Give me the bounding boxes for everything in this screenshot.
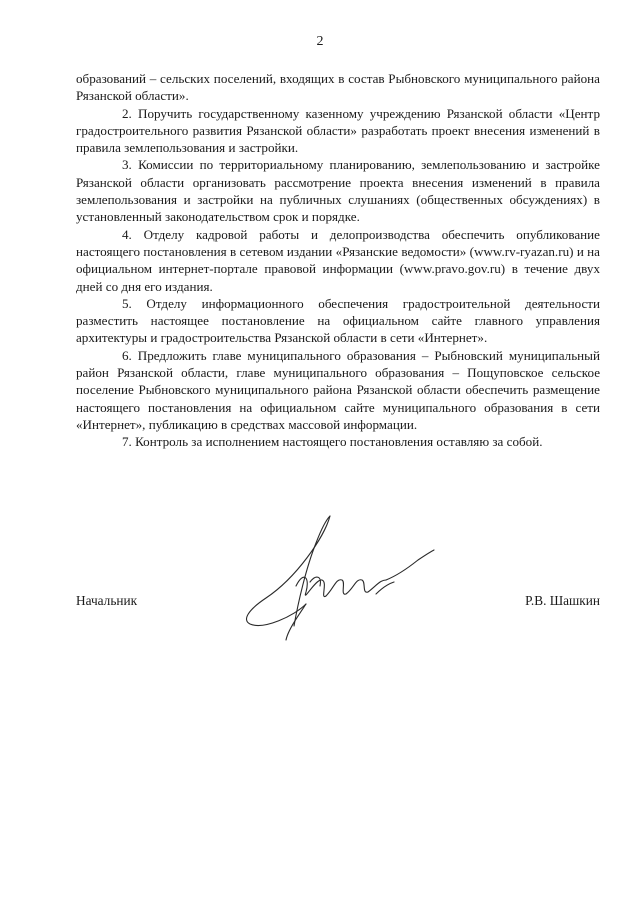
handwritten-signature xyxy=(236,508,446,658)
paragraph-item-7: 7. Контроль за исполнением настоящего постановления оставляю за собой. xyxy=(122,434,543,450)
paragraph-item-3: 3. Комиссии по территориальному планированию, землепользованию и застройке Рязанской области организовать рассмотрение проекта внесения изменений в правила землепользования и застройки на публичных слушаниях (общественных обсуждениях) в установленный законодательством срок и порядке. xyxy=(76,157,600,225)
paragraph-item-4: 4. Отделу кадровой работы и делопроизводства обеспечить опубликование настоящего постановления в сетевом издании «Рязанские ведомости» (www.rv-ryazan.ru) и на официальном интернет-портале правовой информации (www.pravo.gov.ru) в течение двух дней со дня его издания. xyxy=(76,226,600,294)
signatory-name: Р.В. Шашкин xyxy=(525,593,600,608)
paragraph-item-2: 2. Поручить государственному казенному учреждению Рязанской области «Центр градостроительного развития Рязанской области» разработать проект внесения изменений в правила землепользования и застройки. xyxy=(76,105,600,156)
paragraph-continuation: образований – сельских поселений, входящих в состав Рыбновского муниципального района Рязанской области». xyxy=(76,71,600,104)
paragraph-item-6: 6. Предложить главе муниципального образования – Рыбновский муниципальный район Рязанской области, главе муниципального образования – Пощуповское сельское поселение Рыбновского муниципального района Рязанской области обеспечить размещение настоящего постановления на официальном сайте муниципального образования в сети «Интернет», публикацию в средствах массовой информации. xyxy=(76,347,600,432)
signatory-title: Начальник xyxy=(76,593,138,608)
document-body xyxy=(76,70,600,451)
paragraph-item-5: 5. Отделу информационного обеспечения градостроительной деятельности разместить настоящее постановление на официальном сайте главного управления архитектуры и градостроительства Рязанской области в сети «Интернет». xyxy=(76,295,600,346)
page-number: 2 xyxy=(316,34,324,49)
